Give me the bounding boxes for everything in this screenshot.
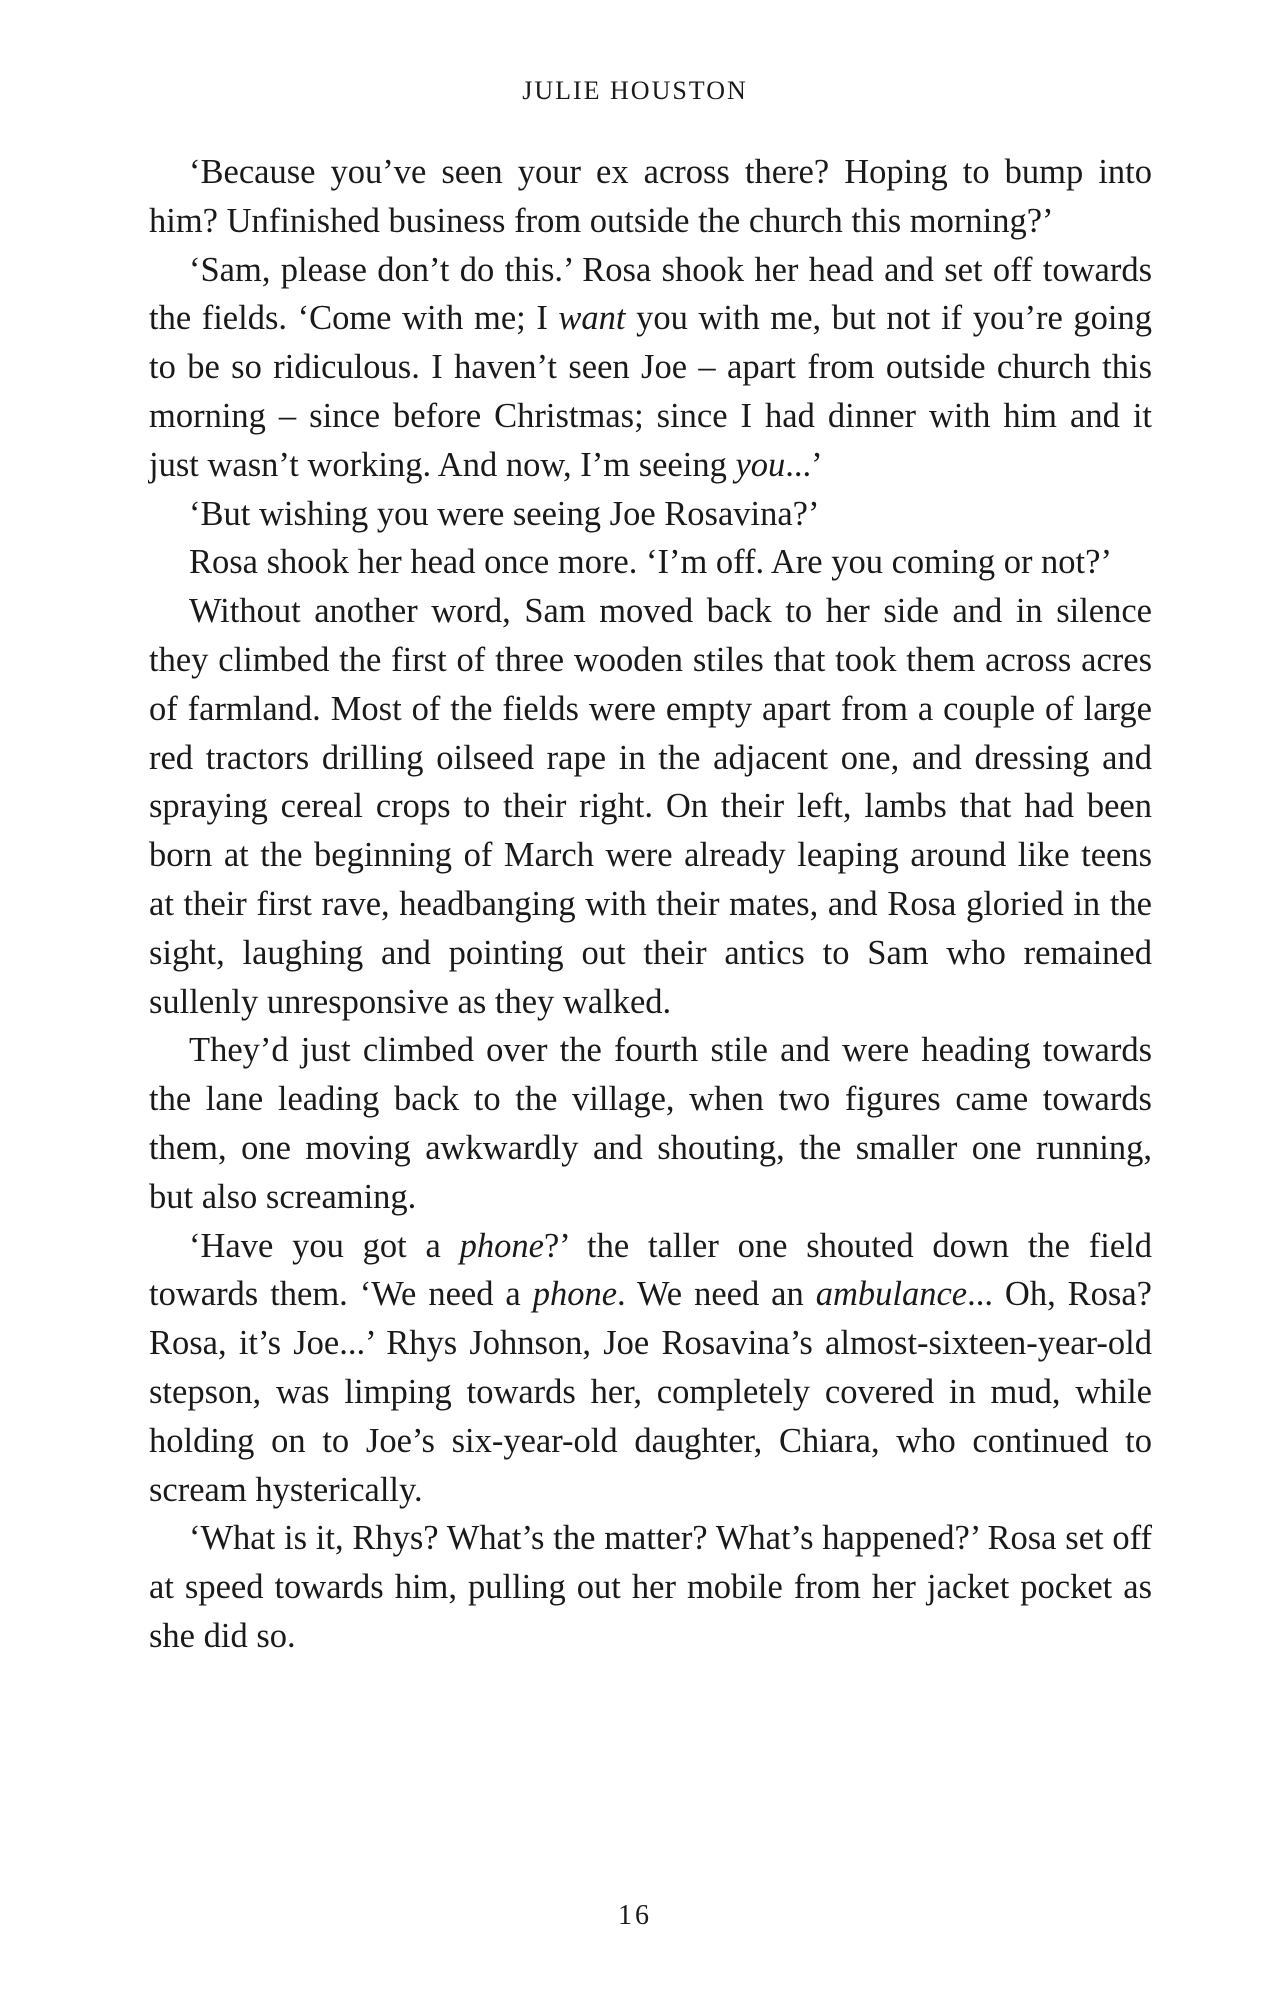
paragraph [149,1026,1152,1221]
body-text [149,148,1152,1661]
text-run: ‘Sam, please don’t do this.’ Rosa shook her head and set off towards the fields. ‘Come with me; I [149,250,1152,338]
paragraph [149,538,1152,587]
text-run: ?’ the taller one shouted down the field towards them. ‘We need a [149,1226,1152,1314]
paragraph [149,246,1152,490]
text-run: ‘Have you got a [189,1226,460,1265]
paragraph [149,148,1152,246]
text-run: ‘Because you’ve seen your ex across there? Hoping to bump into him? Unfinished business from outside the church this morning?’ [149,153,1152,240]
text-run: ... Oh, Rosa? Rosa, it’s Joe...’ Rhys Johnson, Joe Rosavina’s almost-sixteen-year-old stepson, was limping towards her, completely covered in mud, while holding on to Joe’s six-year-old daughter, Chiara, who continued to scream hysterically. [149,1275,1152,1509]
text-run: ‘But wishing you were seeing Joe Rosavina?’ [189,494,820,533]
italic-text: phone [532,1275,618,1314]
text-run: ...’ [785,445,823,484]
italic-text: want [558,299,626,338]
text-run: you with me, but not if you’re going to be so ridiculous. I haven’t seen Joe – apart from outside church this morning – since before Christmas; since I had dinner with him and it just wasn’t working. And now, I’m seeing [149,299,1152,484]
paragraph [149,1514,1152,1660]
paragraph [149,490,1152,539]
text-run: . We need an [617,1275,816,1314]
text-run: They’d just climbed over the fourth stile and were heading towards the lane leading back to the village, when two figures came towards them, one moving awkwardly and shouting, the smaller one running, but also screaming. [149,1031,1152,1216]
paragraph [149,587,1152,1026]
paragraph [149,1222,1152,1515]
page-number: 16 [618,1900,652,1931]
italic-text: phone [459,1226,544,1265]
italic-text: ambulance [815,1275,968,1314]
italic-text: you [735,445,786,484]
text-run: Rosa shook her head once more. ‘I’m off. Are you coming or not?’ [189,543,1112,582]
text-run: ‘What is it, Rhys? What’s the matter? What’s happened?’ Rosa set off at speed towards him, pulling out her mobile from her jacket pocket as she did so. [149,1519,1152,1655]
text-run: Without another word, Sam moved back to her side and in silence they climbed the first of three wooden stiles that took them across acres of farmland. Most of the fields were empty apart from a couple of large red tractors drilling oilseed rape in the adjacent one, and dressing and spraying cereal crops to their right. On their left, lambs that had been born at the beginning of March were already leaping around like teens at their first rave, headbanging with their mates, and Rosa gloried in the sight, laughing and pointing out their antics to Sam who remained sullenly unresponsive as they walked. [149,592,1152,1021]
running-head: JULIE HOUSTON [522,76,748,105]
